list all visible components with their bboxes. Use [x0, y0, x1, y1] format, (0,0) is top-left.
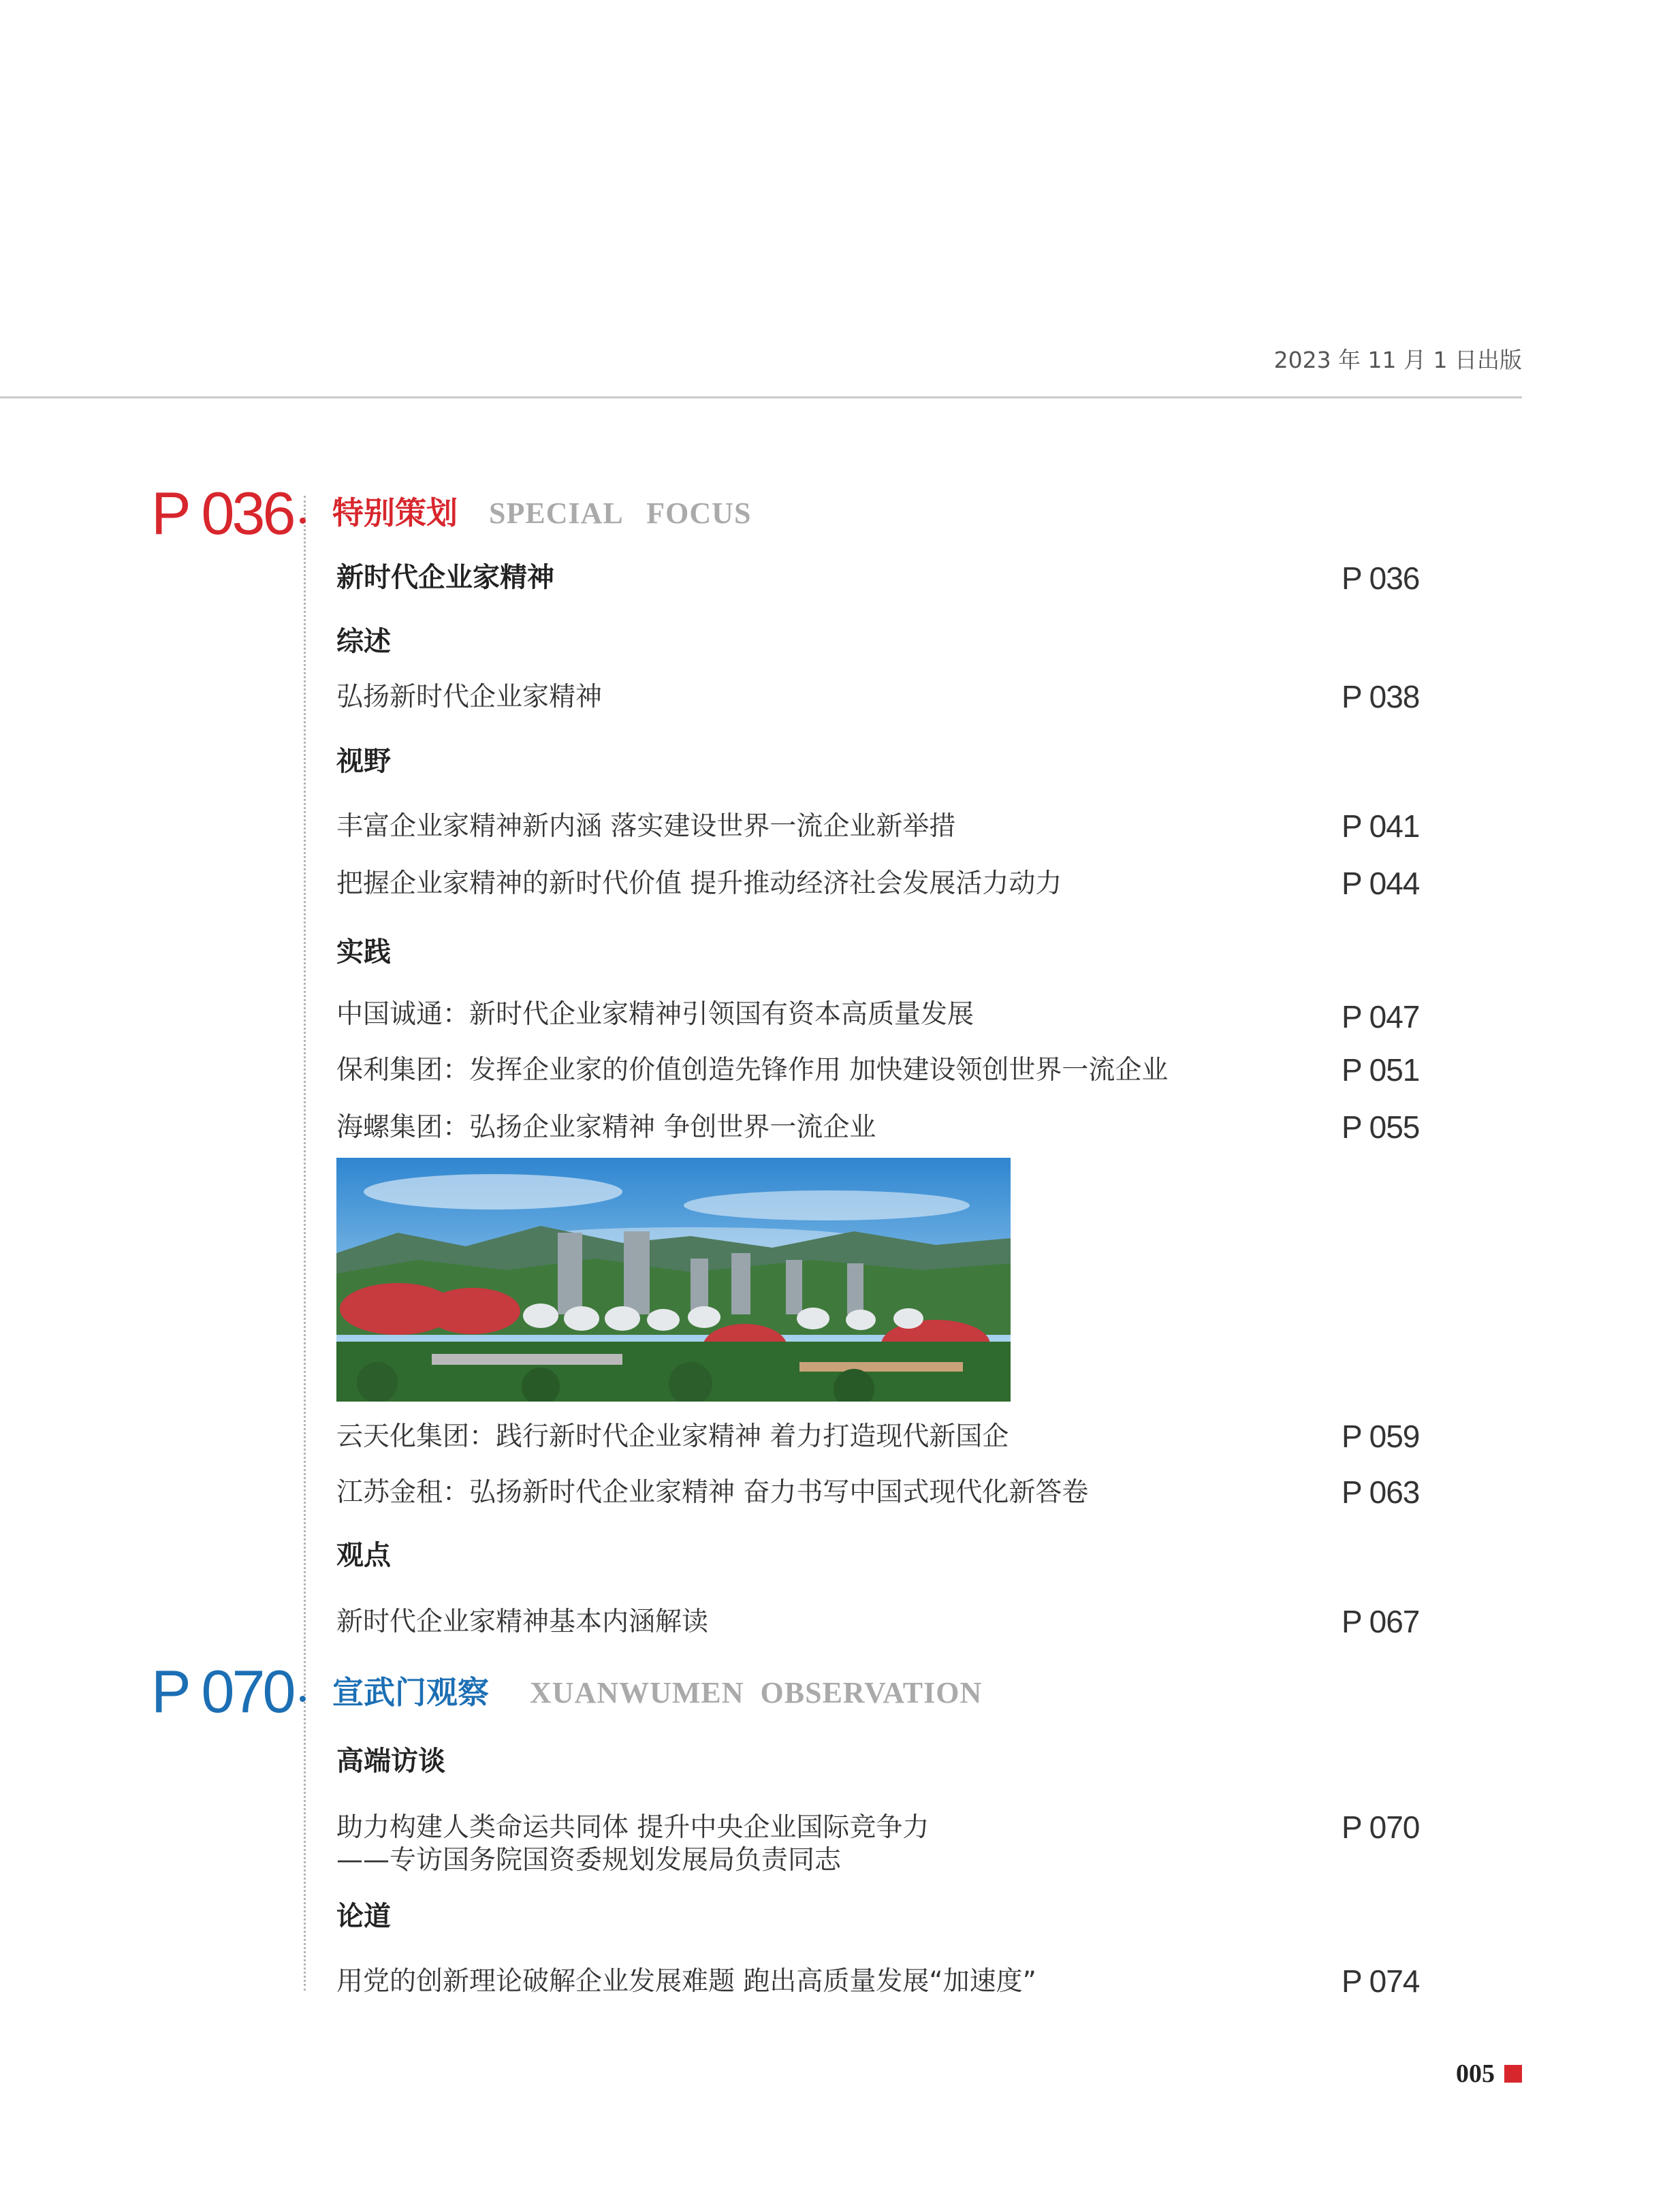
toc-page-number[interactable]: P 063	[1342, 1474, 1420, 1510]
section-title-cn: 宣武门观察	[332, 1674, 489, 1711]
section-number-special-focus[interactable]: P 036	[151, 479, 294, 547]
toc-entry[interactable]: 中国诚通：新时代企业家精神引领国有资本高质量发展	[336, 999, 974, 1030]
section-bullet	[300, 518, 306, 524]
toc-page-number[interactable]: P 041	[1342, 808, 1420, 844]
toc-entry[interactable]: 把握企业家精神的新时代价值 提升推动经济社会发展活力动力	[336, 868, 1062, 899]
header-divider	[0, 396, 1522, 398]
toc-page-number[interactable]: P 047	[1342, 999, 1420, 1034]
cement-plant-photo	[336, 1158, 1011, 1402]
toc-entry[interactable]: 用党的创新理论破解企业发展难题 跑出高质量发展“加速度”	[336, 1966, 1036, 1997]
toc-page-number[interactable]: P 059	[1342, 1419, 1420, 1454]
page-number: 005	[1456, 2059, 1495, 2088]
toc-page-number[interactable]: P 055	[1342, 1109, 1420, 1145]
toc-entry[interactable]: 云天化集团：践行新时代企业家精神 着力打造现代新国企	[336, 1421, 1009, 1452]
toc-page-number[interactable]: P 074	[1342, 1963, 1420, 1999]
toc-entry[interactable]: 弘扬新时代企业家精神	[336, 682, 603, 712]
page-marker-square	[1504, 2065, 1522, 2083]
toc-group-heading: 视野	[336, 745, 391, 777]
section-title-en: XUANWUMEN OBSERVATION	[530, 1676, 983, 1709]
section-bullet	[300, 1696, 306, 1702]
toc-group-heading: 观点	[336, 1539, 391, 1571]
toc-entry[interactable]: 保利集团：发挥企业家的价值创造先锋作用 加快建设领创世界一流企业	[336, 1055, 1169, 1086]
section-title-en: SPECIAL FOCUS	[489, 496, 752, 530]
toc-page-number[interactable]: P 036	[1342, 560, 1420, 596]
toc-page-number[interactable]: P 067	[1342, 1604, 1420, 1639]
toc-page-number[interactable]: P 038	[1342, 679, 1420, 714]
toc-entry[interactable]: 新时代企业家精神基本内涵解读	[336, 1607, 709, 1637]
toc-page-number[interactable]: P 044	[1342, 866, 1420, 901]
toc-group-heading: 实践	[336, 936, 391, 968]
toc-group-heading: 论道	[336, 1900, 391, 1932]
section-number-observation[interactable]: P 070	[151, 1658, 294, 1725]
toc-dotted-rule	[304, 496, 306, 1991]
toc-page-number[interactable]: P 070	[1342, 1810, 1420, 1845]
toc-entry[interactable]: 江苏金租：弘扬新时代企业家精神 奋力书写中国式现代化新答卷	[336, 1477, 1089, 1508]
toc-page-number[interactable]: P 051	[1342, 1052, 1420, 1088]
toc-entry-subtitle[interactable]: ——专访国务院国资委规划发展局负责同志	[336, 1845, 842, 1876]
toc-headline[interactable]: 新时代企业家精神	[336, 561, 554, 593]
toc-entry[interactable]: 丰富企业家精神新内涵 落实建设世界一流企业新举措	[336, 811, 956, 842]
toc-entry[interactable]: 海螺集团：弘扬企业家精神 争创世界一流企业	[336, 1112, 876, 1143]
section-title-cn: 特别策划	[332, 494, 458, 531]
toc-group-heading: 综述	[336, 625, 391, 657]
toc-group-heading: 高端访谈	[336, 1745, 445, 1777]
publish-date: 2023 年 11 月 1 日出版	[1273, 347, 1522, 373]
toc-entry[interactable]: 助力构建人类命运共同体 提升中央企业国际竞争力	[336, 1812, 930, 1843]
